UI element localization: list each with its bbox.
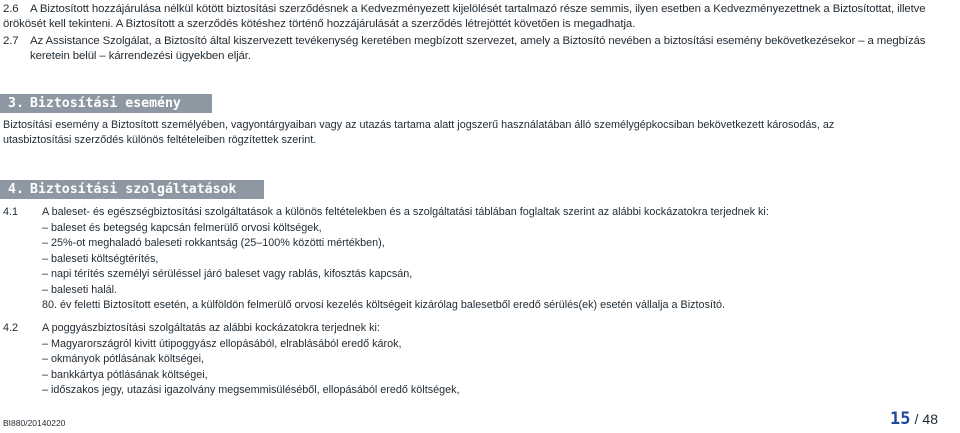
section-title: Biztosítási esemény [30,96,181,111]
list-item: – baleset és betegség kapcsán felmerülő orvosi költségek, [42,221,322,234]
item-4-2 [0,321,960,399]
list-item: – időszakos jegy, utazási igazolvány megsemmisüléséből, ellopásából eredő költségek, [42,384,460,396]
section-3-text [0,118,960,149]
paragraph-line: keretein belül – kárrendezési ügyekben eljár. [30,50,251,63]
section-heading-3 [0,94,212,113]
section-title: Biztosítási szolgáltatások [30,182,237,197]
document-code: BI880/20140220 [3,418,66,428]
item-lead: A baleset- és egészségbiztosítási szolgáltatások a különös feltételekben és a szolgáltatási táblában foglaltak szerint az alábbi kockázatokra terjednek ki: [42,206,769,218]
list-item: 80. év feletti Biztosított esetén, a külföldön felmerülő orvosi kezelés költségeit kizárólag balesetből eredő sérülés(ek) esetén vállalja a Biztosító. [42,299,725,311]
paragraph-line: Az Assistance Szolgálat, a Biztosító által kiszervezett tevékenység keretében megbízott szervezet, amely a Biztosító nevében a biztosítási esemény bekövetkezésekor – a megbízás [30,35,926,47]
paragraph-line: Biztosítási esemény a Biztosított személyében, vagyontárgyaiban vagy az utazás tartama alatt jogszerű használatában álló személygépkocsiban bekövetkezett károsodás, az [3,119,835,131]
paragraph-2-7 [0,34,960,64]
page-separator: / [914,411,919,427]
current-page-number: 15 [890,409,911,429]
list-item: – okmányok pótlásának költségei, [42,353,205,365]
page-indicator [890,409,938,429]
paragraph-line: A Biztosított hozzájárulása nélkül kötött biztosítási szerződésnek a Kedvezményezett kijelölését tartalmazó része semmis, ilyen esetben a Kedvezményezettnek a Biztosítottat, illetve [30,3,926,15]
item-4-1 [0,205,960,314]
list-item: – napi térítés személyi sérüléssel járó baleset vagy rablás, kifosztás kapcsán, [42,268,413,280]
section-heading-4 [0,180,264,199]
item-lead: A poggyászbiztosítási szolgáltatás az alábbi kockázatokra terjednek ki: [42,322,380,334]
paragraph-line: örökösét kell tekinteni. A Biztosított a szerződés kötéshez történő hozzájárulását a szerződés létrejöttét követően is megadhatja. [3,18,636,31]
section-number: 4. [8,182,24,197]
paragraph-2-6 [0,2,960,32]
list-item: – baleseti költségtérítés, [42,252,159,265]
list-item: – Magyarországról kivitt útipoggyász ellopásából, elrablásából eredő károk, [42,337,402,350]
paragraph-number: 2.7 [3,35,19,47]
paragraph-line: utasbiztosítási szerződés különös feltételeiben rögzítettek szerint. [3,134,317,147]
item-number: 4.2 [3,322,19,334]
paragraph-number: 2.6 [3,3,19,15]
item-number: 4.1 [3,206,19,218]
list-item: – bankkártya pótlásának költségei, [42,368,208,381]
section-number: 3. [8,96,24,111]
list-item: – baleseti halál. [42,283,118,296]
list-item: – 25%-ot meghaladó baleseti rokkantság (25–100% közötti mértékben), [42,237,385,249]
total-pages: 48 [922,411,938,427]
